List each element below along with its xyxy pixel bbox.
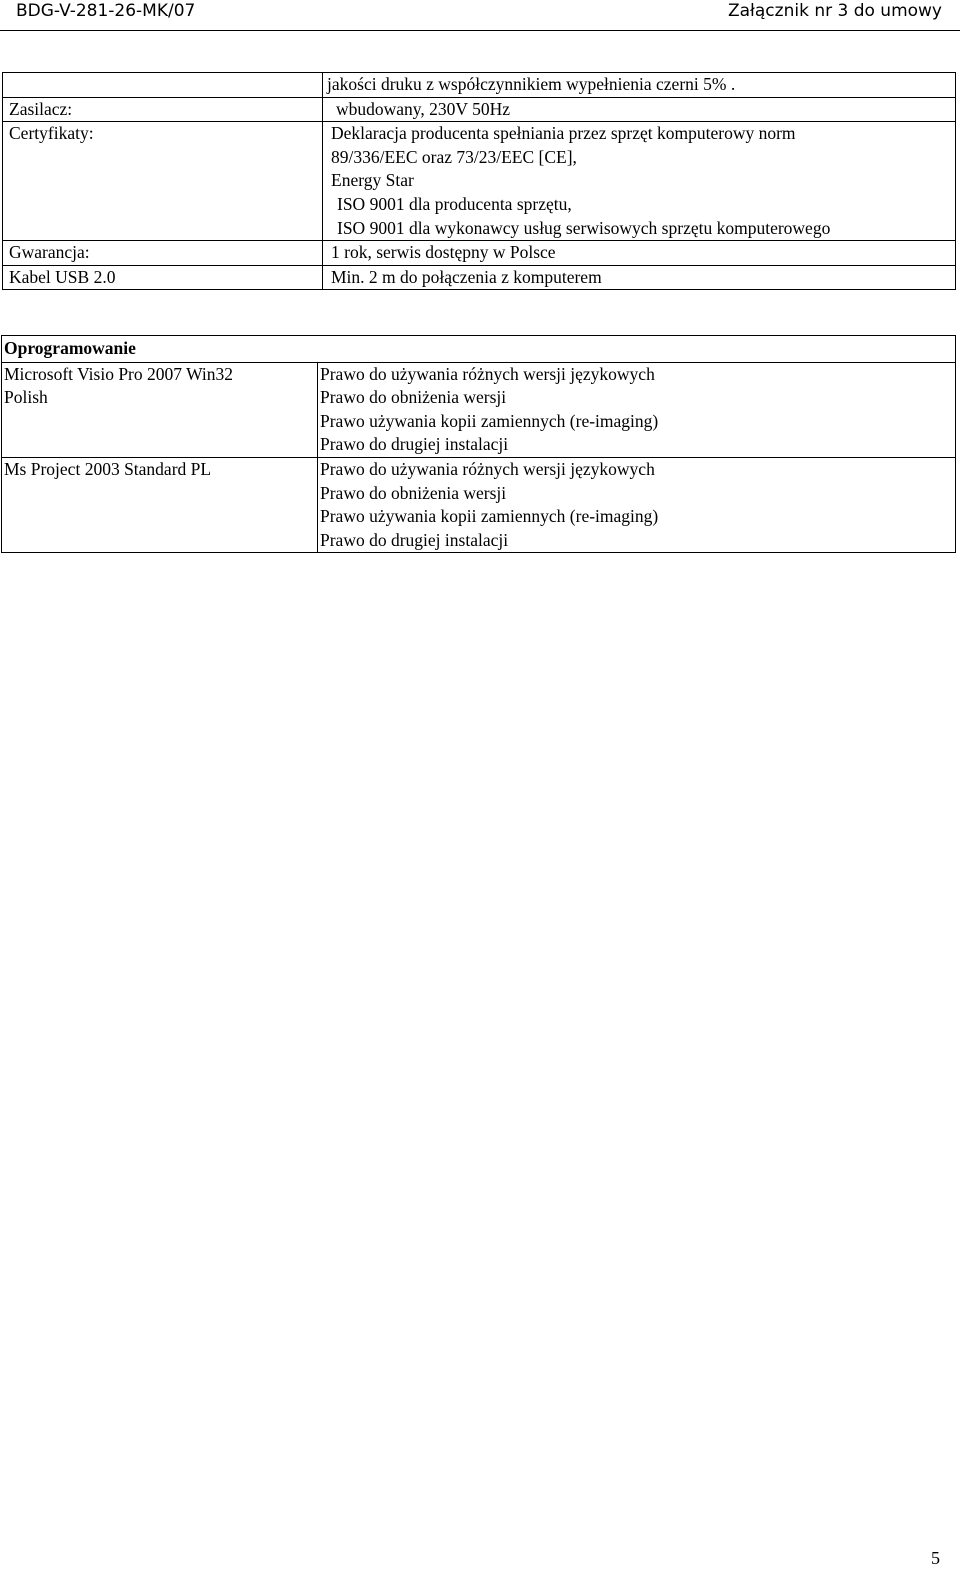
- license-right: Prawo używania kopii zamiennych (re-imaging): [320, 506, 659, 527]
- license-right: Prawo do drugiej instalacji: [320, 434, 509, 455]
- annex-label: Załącznik nr 3 do umowy: [727, 1, 942, 21]
- spec-label: Zasilacz:: [3, 97, 323, 122]
- spec-value-line: Min. 2 m do połączenia z komputerem: [331, 266, 602, 287]
- specification-table: [2, 72, 956, 290]
- license-right: Prawo do obniżenia wersji: [320, 482, 507, 503]
- software-rights: [318, 362, 956, 457]
- spec-value: [323, 97, 956, 122]
- table-row: [3, 241, 956, 266]
- license-right: Prawo do drugiej instalacji: [320, 529, 509, 550]
- table-row: [3, 265, 956, 290]
- spec-value: [323, 73, 956, 98]
- software-name-line: Microsoft Visio Pro 2007 Win32: [4, 363, 233, 384]
- software-table: [1, 335, 956, 553]
- document-id: BDG-V-281-26-MK/07: [16, 1, 196, 21]
- spec-label: Certyfikaty:: [3, 122, 323, 241]
- software-name: [2, 457, 318, 552]
- spec-value-line: Deklaracja producenta spełniania przez sprzęt komputerowy norm: [331, 123, 796, 144]
- software-name-line: Ms Project 2003 Standard PL: [4, 458, 212, 479]
- table-row: [2, 457, 956, 552]
- header-divider: [0, 30, 960, 31]
- page-number: 5: [931, 1548, 940, 1568]
- spec-value: [323, 122, 956, 241]
- license-right: Prawo używania kopii zamiennych (re-imaging): [320, 410, 659, 431]
- spec-value-line: Energy Star: [331, 170, 414, 191]
- spec-value-line: 1 rok, serwis dostępny w Polsce: [331, 242, 556, 263]
- software-heading: Oprogramowanie: [2, 336, 956, 363]
- page-header: [0, 0, 960, 22]
- spec-value-line: 89/336/EEC oraz 73/23/EEC [CE],: [331, 146, 577, 167]
- spec-value-line: jakości druku z współczynnikiem wypełnienia czerni 5% .: [327, 74, 736, 94]
- license-right: Prawo do używania różnych wersji językowych: [320, 363, 655, 384]
- spec-value-line: ISO 9001 dla wykonawcy usług serwisowych sprzętu komputerowego: [337, 217, 831, 238]
- table-row: [3, 97, 956, 122]
- table-row: [3, 73, 956, 98]
- spec-label: Kabel USB 2.0: [3, 265, 323, 290]
- spec-value: [323, 241, 956, 266]
- software-name-line: Polish: [4, 387, 48, 408]
- table-header-row: [2, 336, 956, 363]
- license-right: Prawo do używania różnych wersji językowych: [320, 458, 655, 479]
- license-right: Prawo do obniżenia wersji: [320, 387, 507, 408]
- table-row: [3, 122, 956, 241]
- software-name: [2, 362, 318, 457]
- table-row: [2, 362, 956, 457]
- software-rights: [318, 457, 956, 552]
- spec-label: Gwarancja:: [3, 241, 323, 266]
- spec-value-line: ISO 9001 dla producenta sprzętu,: [337, 193, 572, 214]
- spec-value: [323, 265, 956, 290]
- spec-label: [3, 73, 323, 98]
- spec-value-line: wbudowany, 230V 50Hz: [336, 98, 511, 119]
